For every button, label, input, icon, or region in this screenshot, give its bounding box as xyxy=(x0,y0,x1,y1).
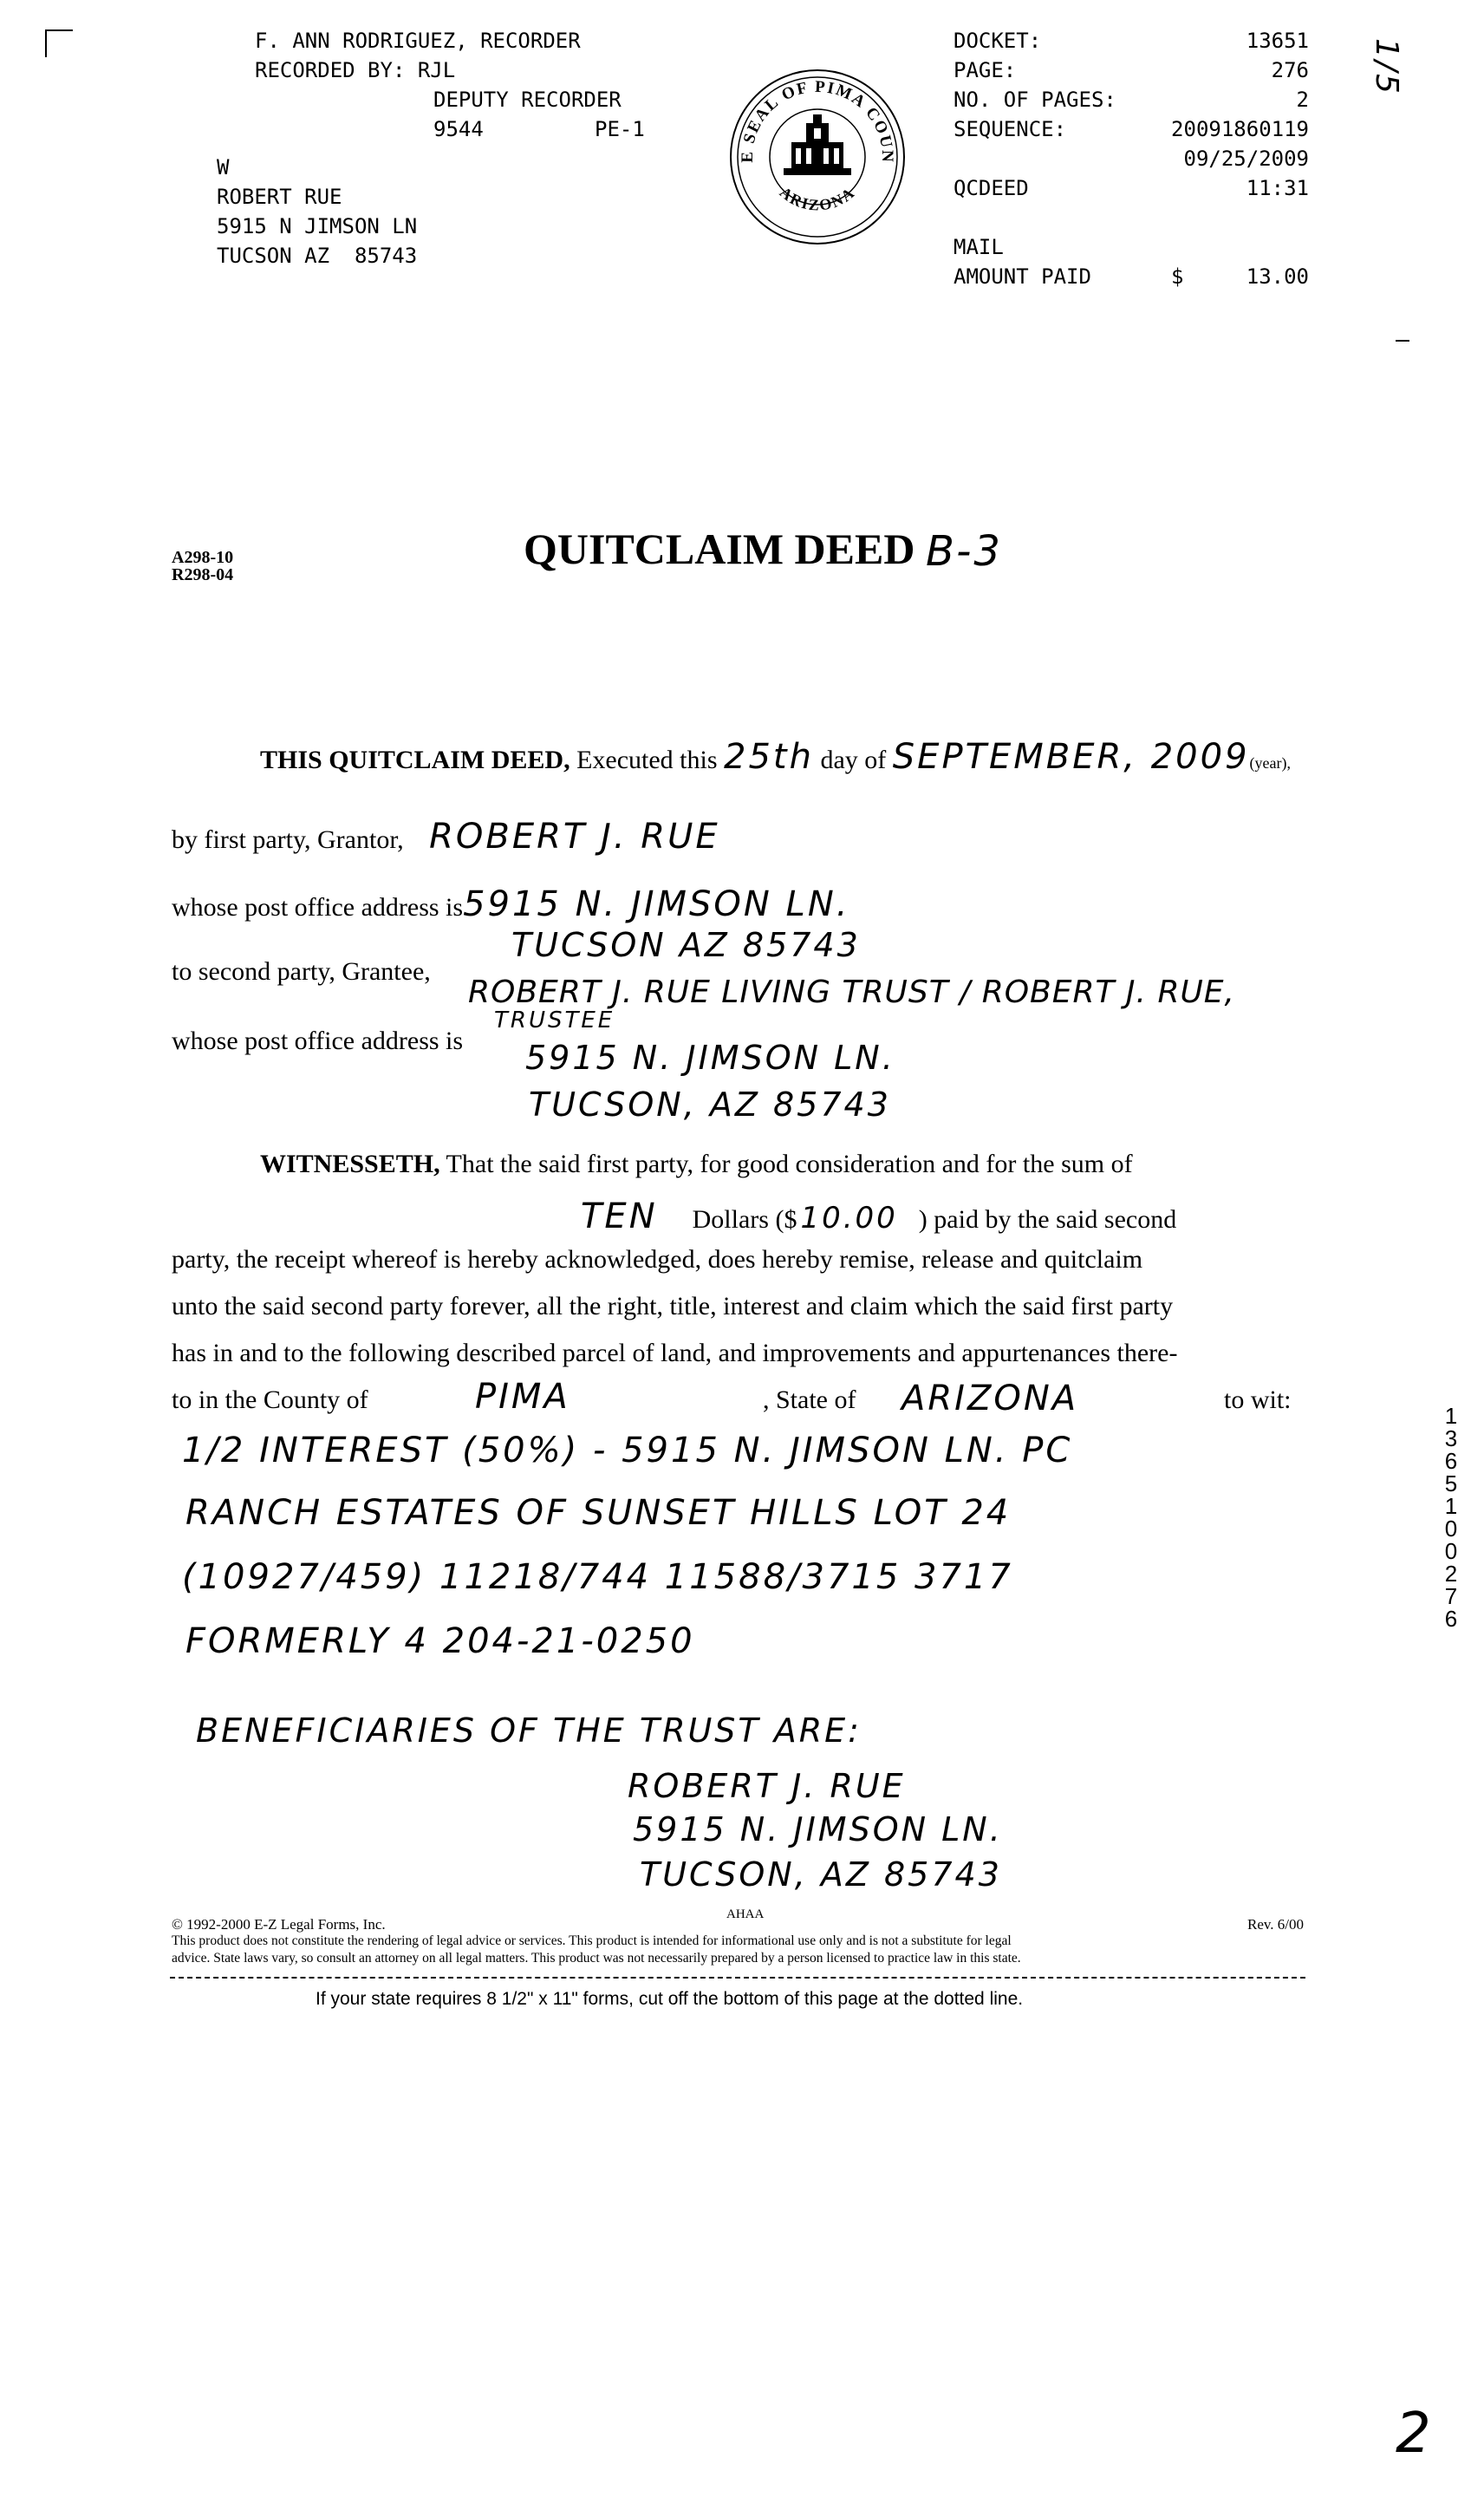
to-wit-label: to wit: xyxy=(1224,1385,1292,1414)
sequence-value: 20091860119 xyxy=(1171,117,1309,141)
docket-value: 13651 xyxy=(1246,29,1309,53)
legal-description-line: RANCH ESTATES OF SUNSET HILLS LOT 24 xyxy=(186,1493,1012,1533)
month-handwritten: SEPTEMBER, 2009 xyxy=(892,737,1250,777)
county-handwritten: PIMA xyxy=(475,1377,570,1417)
mail-city: TUCSON AZ 85743 xyxy=(217,244,418,268)
grantee-trustee-handwritten: TRUSTEE xyxy=(494,1007,615,1033)
recorder-code-1: 9544 xyxy=(433,117,484,141)
sequence-label: SEQUENCE: xyxy=(954,117,1067,141)
year-note: (year), xyxy=(1249,754,1291,772)
paragraph-line: has in and to the following described parcel of land, and improvements and appurtenances there- xyxy=(172,1339,1178,1367)
right-dash xyxy=(1396,340,1409,342)
mail-label: MAIL xyxy=(954,235,1004,259)
dollars-rest: ) paid by the said second xyxy=(918,1205,1177,1234)
mail-name: ROBERT RUE xyxy=(217,185,342,209)
seal-top-text: E SEAL OF PIMA COUN xyxy=(738,77,897,164)
state-handwritten: ARIZONA xyxy=(901,1379,1079,1418)
disclaimer-line: advice. State laws vary, so consult an attorney on all legal matters. This product was not necessarily prepared by a person licensed to practice law in this state. xyxy=(172,1951,1021,1966)
record-time: 11:31 xyxy=(1246,176,1309,200)
cut-instruction: If your state requires 8 1/2" x 11" forms, cut off the bottom of this page at the dotted line. xyxy=(316,1989,1024,2009)
recorder-code-2: PE-1 xyxy=(595,117,645,141)
seal-graphic xyxy=(726,66,908,248)
amount-figures-handwritten: 10.00 xyxy=(800,1201,898,1235)
day-of-text: day of xyxy=(813,746,893,774)
address2-city-handwritten: TUCSON, AZ 85743 xyxy=(529,1086,891,1124)
amount-line xyxy=(581,1196,1176,1236)
document-title: QUITCLAIM DEED xyxy=(524,525,915,573)
docket-label: DOCKET: xyxy=(954,29,1042,53)
recorder-block xyxy=(215,26,645,321)
side-record-number: 13651 00276 xyxy=(1444,1403,1458,1632)
amount-words-handwritten: TEN xyxy=(581,1196,658,1236)
beneficiary-street: 5915 N. JIMSON LN. xyxy=(633,1810,1003,1848)
grantor-address-line xyxy=(172,884,849,924)
seal-building-icon xyxy=(784,114,851,175)
amount-value: $ 13.00 xyxy=(1171,264,1309,289)
recorder-name: F. ANN RODRIGUEZ, RECORDER xyxy=(255,29,581,53)
deputy-recorder: DEPUTY RECORDER xyxy=(433,88,622,112)
legal-description-line: (10927/459) 11218/744 11588/3715 3717 xyxy=(182,1557,1013,1597)
disclaimer-line: This product does not constitute the rendering of legal advice or services. This product is intended for informational use only and is not a substitute for legal xyxy=(172,1933,1012,1948)
address1-handwritten: 5915 N. JIMSON LN. xyxy=(463,884,850,924)
copyright: © 1992-2000 E-Z Legal Forms, Inc. xyxy=(172,1916,386,1933)
form-code-2: R298-04 xyxy=(172,565,234,584)
recorded-by: RECORDED BY: RJL xyxy=(255,58,456,82)
page-number-handwritten: 2 xyxy=(1396,2402,1434,2466)
grantor-label: by first party, Grantor, xyxy=(172,825,404,854)
intro-rest: Executed this xyxy=(570,746,725,774)
witness-rest: That the said first party, for good consideration and for the sum of xyxy=(439,1150,1133,1178)
docket-block xyxy=(954,26,1309,295)
dollars-label: Dollars ($ xyxy=(692,1205,797,1234)
seal-bottom-text: ARIZONA xyxy=(776,183,859,214)
grantor-line xyxy=(172,817,720,857)
footer-center-code: AHAA xyxy=(726,1907,765,1921)
address2-label: whose post office address is xyxy=(172,1027,464,1055)
paragraph-line: unto the said second party forever, all the right, title, interest and claim which the said first party xyxy=(172,1292,1174,1320)
pages-value: 2 xyxy=(1296,88,1309,112)
legal-description-line: 1/2 INTEREST (50%) - 5915 N. JIMSON LN. PC xyxy=(182,1431,1073,1470)
grantee-handwritten: ROBERT J. RUE LIVING TRUST / ROBERT J. RUE, xyxy=(468,975,1235,1010)
state-label: , State of xyxy=(763,1385,856,1414)
deed-type: QCDEED xyxy=(954,176,1029,200)
address2-handwritten: 5915 N. JIMSON LN. xyxy=(525,1039,895,1077)
grantee-address-line xyxy=(172,1027,463,1056)
revision: Rev. 6/00 xyxy=(1246,1916,1304,1933)
intro-bold: THIS QUITCLAIM DEED, xyxy=(260,746,570,774)
paragraph-line: party, the receipt whereof is hereby acknowledged, does hereby remise, release and quitclaim xyxy=(172,1245,1143,1274)
grantor-handwritten: ROBERT J. RUE xyxy=(429,817,720,857)
address1-city-handwritten: TUCSON AZ 85743 xyxy=(511,926,861,964)
title-handwriting: B-3 xyxy=(926,527,1003,576)
pages-label: NO. OF PAGES: xyxy=(954,88,1116,112)
amount-label: AMOUNT PAID xyxy=(954,264,1091,289)
county-label: to in the County of xyxy=(172,1385,368,1414)
witness-line xyxy=(260,1150,1133,1179)
form-code-1: A298-10 xyxy=(172,548,234,567)
top-right-mark: 1/5 xyxy=(1369,38,1404,96)
intro-line xyxy=(260,737,1291,777)
record-date: 09/25/2009 xyxy=(1183,147,1309,171)
beneficiary-city: TUCSON, AZ 85743 xyxy=(640,1855,1002,1894)
mail-street: 5915 N JIMSON LN xyxy=(217,214,418,238)
grantee-line xyxy=(172,957,431,987)
legal-description-line: FORMERLY 4 204-21-0250 xyxy=(186,1621,695,1661)
beneficiary-name: ROBERT J. RUE xyxy=(628,1767,906,1805)
marker-letter: W xyxy=(217,155,230,179)
county-seal xyxy=(726,66,908,248)
corner-mark xyxy=(45,29,73,57)
beneficiaries-heading: BENEFICIARIES OF THE TRUST ARE: xyxy=(196,1711,862,1750)
grantee-label: to second party, Grantee, xyxy=(172,957,431,986)
witness-bold: WITNESSETH, xyxy=(260,1150,440,1178)
page-value: 276 xyxy=(1271,58,1309,82)
page-label: PAGE: xyxy=(954,58,1017,82)
day-handwritten: 25th xyxy=(724,737,814,777)
svg-text:ARIZONA xyxy=(777,183,859,213)
cut-line xyxy=(170,1977,1305,1979)
address1-label: whose post office address is xyxy=(172,893,464,922)
